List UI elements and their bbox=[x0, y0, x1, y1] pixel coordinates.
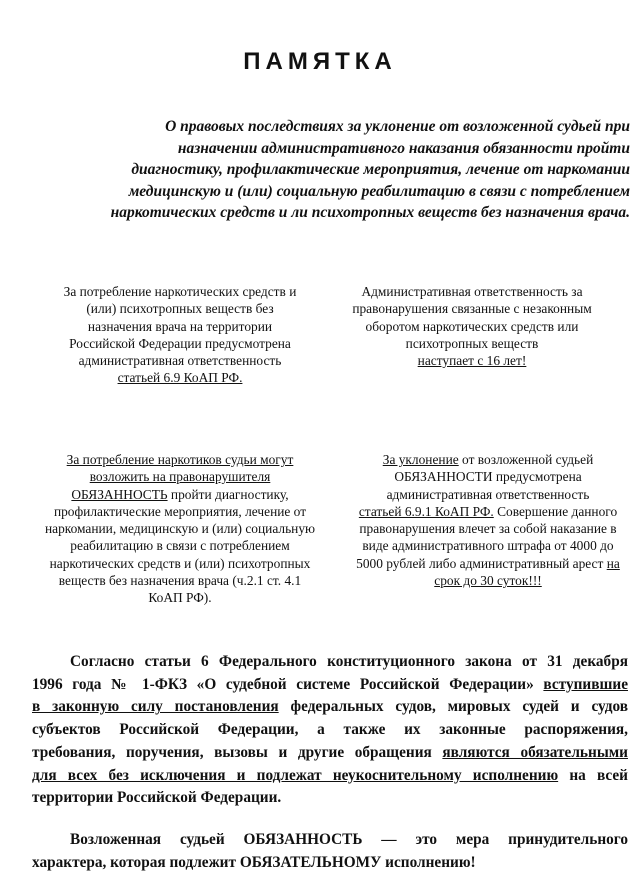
subtitle-line: диагностику, профилактические мероприятия, лечение от наркомании bbox=[131, 161, 630, 179]
block-line: оборотом наркотических средств или bbox=[365, 318, 579, 334]
info-block-evasion bbox=[338, 451, 638, 589]
block-line bbox=[338, 503, 638, 520]
paragraph-line bbox=[32, 742, 628, 765]
info-block-drug-use bbox=[30, 283, 330, 387]
underlined-text: За потребление наркотиков судьи могут bbox=[66, 452, 294, 467]
page-title: ПАМЯТКА bbox=[243, 48, 397, 75]
underlined-text: вступившие bbox=[543, 675, 628, 693]
line-text: пройти диагностику, bbox=[167, 486, 289, 502]
block-line: виде административного штрафа от 4000 до bbox=[362, 538, 614, 554]
legal-paragraph bbox=[32, 651, 628, 810]
paragraph-line: Согласно статьи 6 Федерального конституционного закона от 31 декабря bbox=[70, 653, 628, 670]
block-line bbox=[338, 572, 638, 589]
line-text: требования, поручения, вызовы и другие обращения bbox=[32, 743, 443, 761]
paragraph-line: субъектов Российской Федерации, а также их законные распоряжения, bbox=[32, 721, 628, 739]
paragraph-line bbox=[32, 765, 628, 788]
block-line-emphasis bbox=[322, 352, 622, 369]
underlined-text: на bbox=[606, 555, 620, 571]
block-line: КоАП РФ). bbox=[148, 590, 212, 606]
block-line: За потребление наркотических средств и bbox=[63, 284, 297, 299]
line-text: 5000 рублей либо административный арест bbox=[356, 555, 607, 571]
block-line: правонарушения влечет за собой наказание в bbox=[359, 521, 617, 537]
block-line bbox=[20, 468, 340, 485]
info-block-court-duty bbox=[20, 451, 340, 607]
subtitle-line: назначении административного наказания обязанности пройти bbox=[177, 139, 630, 157]
info-block-age bbox=[322, 283, 622, 369]
underlined-text: ОБЯЗАННОСТЬ bbox=[71, 486, 168, 502]
block-line: административная ответственность bbox=[386, 486, 590, 502]
article-reference: статьей 6.9 КоАП РФ. bbox=[117, 370, 243, 386]
subtitle-line: О правовых последствиях за уклонение от возложенной судьей при bbox=[165, 118, 630, 135]
paragraph-line bbox=[32, 674, 628, 697]
underlined-text: срок до 30 суток!!! bbox=[434, 573, 542, 589]
obligation-paragraph bbox=[32, 829, 628, 874]
block-line bbox=[20, 486, 340, 503]
block-line: назначения врача на территории bbox=[87, 318, 273, 334]
subtitle-line: наркотических средств и ли психотропных веществ без назначения врача. bbox=[110, 204, 630, 222]
block-line: наркотических средств и (или) психотропных bbox=[49, 555, 311, 571]
age-notice: наступает с 16 лет! bbox=[417, 353, 527, 369]
block-line: профилактические мероприятия, лечение от bbox=[53, 503, 307, 519]
block-line bbox=[20, 451, 340, 468]
block-line: психотропных веществ bbox=[405, 335, 539, 351]
underlined-text: в законную силу постановления bbox=[32, 698, 279, 716]
underlined-text: являются обязательными bbox=[442, 743, 628, 761]
line-text: 1996 года № 1-ФКЗ «О судебной системе Российской Федерации» bbox=[32, 675, 544, 693]
article-reference: статьей 6.9.1 КоАП РФ. bbox=[358, 503, 494, 519]
underlined-text: За уклонение bbox=[382, 452, 459, 467]
block-line: Российской Федерации предусмотрена bbox=[69, 335, 291, 351]
paragraph-line: Возложенная судьей ОБЯЗАННОСТЬ — это мера принудительного bbox=[70, 831, 628, 848]
block-line bbox=[338, 555, 638, 572]
block-line: ОБЯЗАННОСТИ предусмотрена bbox=[394, 469, 582, 485]
block-line-emphasis bbox=[30, 369, 330, 386]
underlined-text: для всех без исключения и подлежат неукоснительному исполнению bbox=[32, 766, 559, 784]
block-line: административная ответственность bbox=[78, 353, 282, 369]
block-line: реабилитацию в связи с потреблением bbox=[70, 538, 290, 554]
block-line bbox=[338, 451, 638, 468]
block-line: правонарушения связанные с незаконным bbox=[352, 301, 592, 317]
underlined-text: возложить на правонарушителя bbox=[89, 469, 271, 485]
line-text: от возложенной судьей bbox=[458, 452, 594, 467]
paragraph-line: характера, которая подлежит ОБЯЗАТЕЛЬНОМУ исполнению! bbox=[32, 853, 476, 871]
line-text: федеральных судов, мировых судей и судов bbox=[278, 698, 628, 716]
block-line: веществ без назначения врача (ч.2.1 ст. 4.1 bbox=[58, 573, 302, 589]
block-line: Административная ответственность за bbox=[361, 284, 583, 299]
line-text: Совершение данного bbox=[493, 503, 618, 519]
paragraph-line: территории Российской Федерации. bbox=[32, 789, 282, 807]
line-text: на всей bbox=[558, 766, 628, 784]
block-line: (или) психотропных веществ без bbox=[86, 301, 274, 317]
block-line: наркомании, медицинскую и (или) социальную bbox=[44, 521, 316, 537]
paragraph-line bbox=[32, 696, 628, 719]
subtitle-line: медицинскую и (или) социальную реабилитацию в связи с потреблением bbox=[128, 182, 630, 200]
memo-subtitle bbox=[34, 116, 630, 224]
